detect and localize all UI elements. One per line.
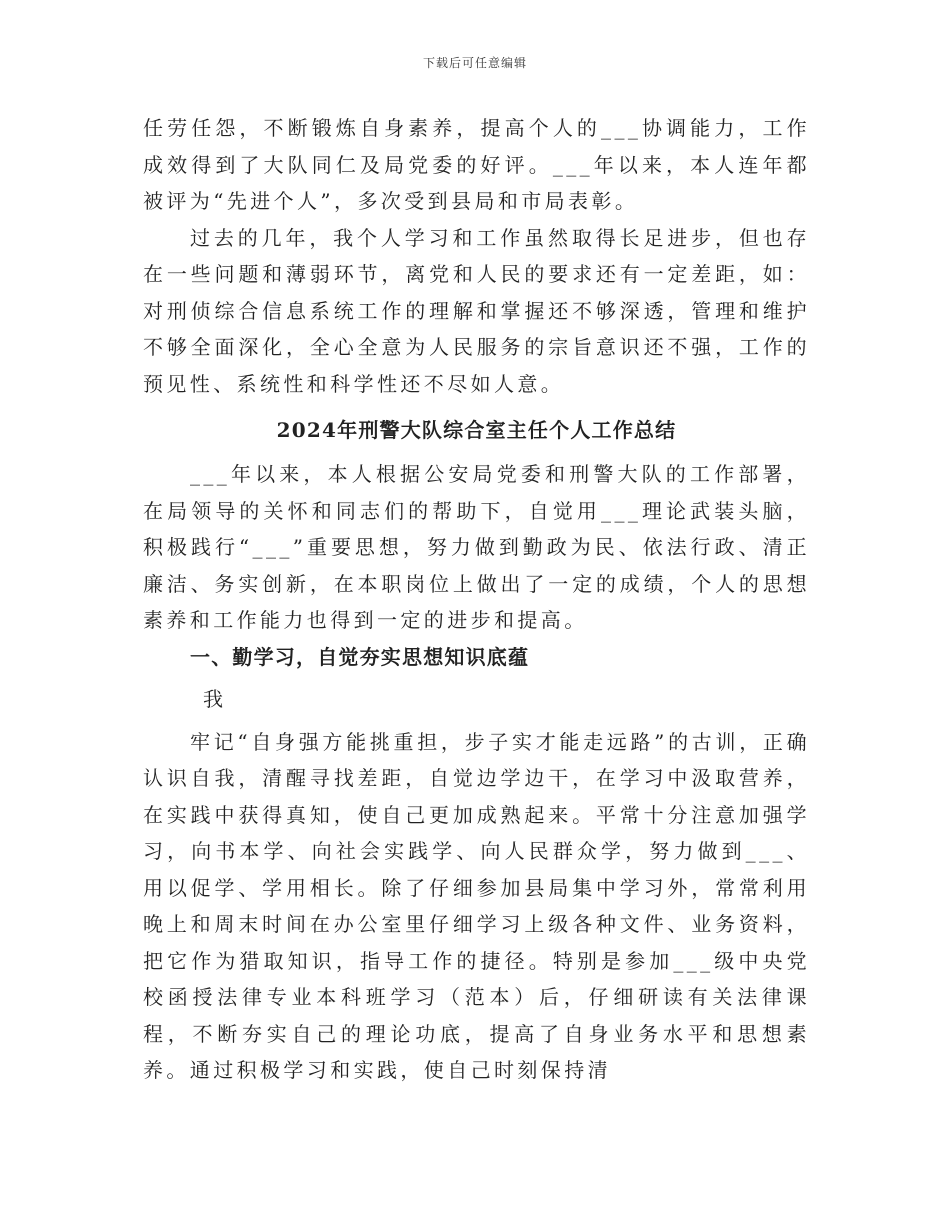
section-heading: 一、勤学习，自觉夯实思想知识底蕴 (190, 644, 530, 669)
body-paragraph: ___年以来，本人根据公安局党委和刑警大队的工作部署，在局领导的关怀和同志们的帮助下，自觉用___理论武装头脑，积极践行“___”重要思想，努力做到勤政为民、依法行政、清正廉洁、务实创新，在本职岗位上做出了一定的成绩，个人的思想素养和工作能力也得到一定的进步和提高。 (143, 462, 810, 632)
body-paragraph: 任劳任怨，不断锻炼自身素养，提高个人的___协调能力，工作成效得到了大队同仁及局党委的好评。___年以来，本人连年都被评为“先进个人”，多次受到县局和市局表彰。 (143, 116, 810, 213)
body-paragraph: 牢记“自身强方能挑重担，步子实才能走远路”的古训，正确认识自我，清醒寻找差距，自觉边学边干，在学习中汲取营养，在实践中获得真知，使自己更加成熟起来。平常十分注意加强学习，向书本学、向社会实践学、向人民群众学，努力做到___、用以促学、学用相长。除了仔细参加县局集中学习外，常常利用晚上和周末时间在办公室里仔细学习上级各种文件、业务资料，把它作为猎取知识，指导工作的捷径。特别是参加___级中央党校函授法律专业本科班学习（范本）后，仔细研读有关法律课程，不断夯实自己的理论功底，提高了自身业务水平和思想素养。通过积极学习和实践，使自己时刻保持清 (143, 729, 810, 1082)
stray-character: 我 (203, 686, 223, 711)
document-body (143, 110, 810, 1089)
page-header: 下载后可任意编辑 (422, 56, 527, 70)
body-paragraph: 过去的几年，我个人学习和工作虽然取得长足进步，但也存在一些问题和薄弱环节，离党和人民的要求还有一定差距，如：对刑侦综合信息系统工作的理解和掌握还不够深透，管理和维护不够全面深化，全心全意为人民服务的宗旨意识还不强，工作的预见性、系统性和科学性还不尽如人意。 (143, 225, 810, 396)
document-title: 2024年刑警大队综合室主任个人工作总结 (276, 418, 677, 442)
